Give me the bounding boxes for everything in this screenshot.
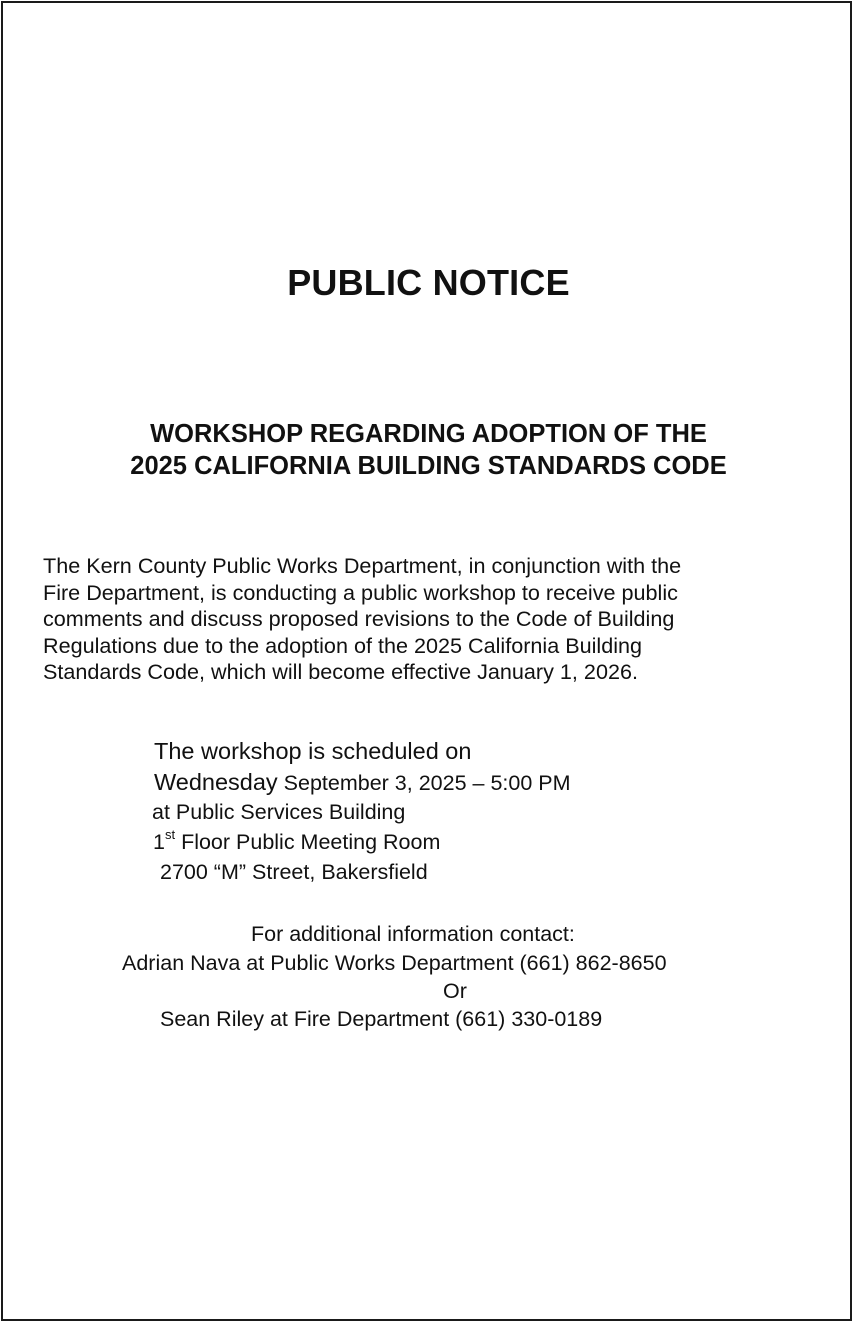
workshop-subtitle [0, 418, 857, 482]
subtitle-line: WORKSHOP REGARDING ADOPTION OF THE [150, 420, 707, 448]
schedule-intro: The workshop is scheduled on [154, 738, 472, 764]
body-line: comments and discuss proposed revisions to the Code of Building [43, 606, 675, 632]
body-line: Standards Code, which will become effective January 1, 2026. [43, 659, 638, 685]
room-name: Floor Public Meeting Room [175, 830, 441, 854]
floor-suffix: st [164, 826, 176, 842]
body-line: Fire Department, is conducting a public workshop to receive public [43, 579, 678, 605]
schedule-date [154, 769, 857, 796]
schedule-address: 2700 “M” Street, Bakersfield [160, 860, 428, 884]
schedule-datetime: September 3, 2025 – 5:00 PM [277, 771, 571, 795]
schedule-location: at Public Services Building [152, 800, 406, 824]
contact-or: Or [443, 979, 467, 1003]
contact-intro: For additional information contact: [251, 922, 575, 946]
contact-public-works: Adrian Nava at Public Works Department (661) 862-8650 [122, 951, 667, 975]
notice-body [43, 553, 843, 686]
page-title: PUBLIC NOTICE [287, 262, 570, 303]
body-line: Regulations due to the adoption of the 2025 California Building [43, 632, 643, 658]
floor-number: 1 [153, 830, 165, 854]
schedule-room [153, 826, 857, 855]
schedule-day: Wednesday [154, 769, 278, 795]
subtitle-line: 2025 CALIFORNIA BUILDING STANDARDS CODE [130, 452, 727, 480]
contact-fire-department: Sean Riley at Fire Department (661) 330-0189 [160, 1007, 603, 1031]
body-line: The Kern County Public Works Department, in conjunction with the [43, 553, 682, 578]
